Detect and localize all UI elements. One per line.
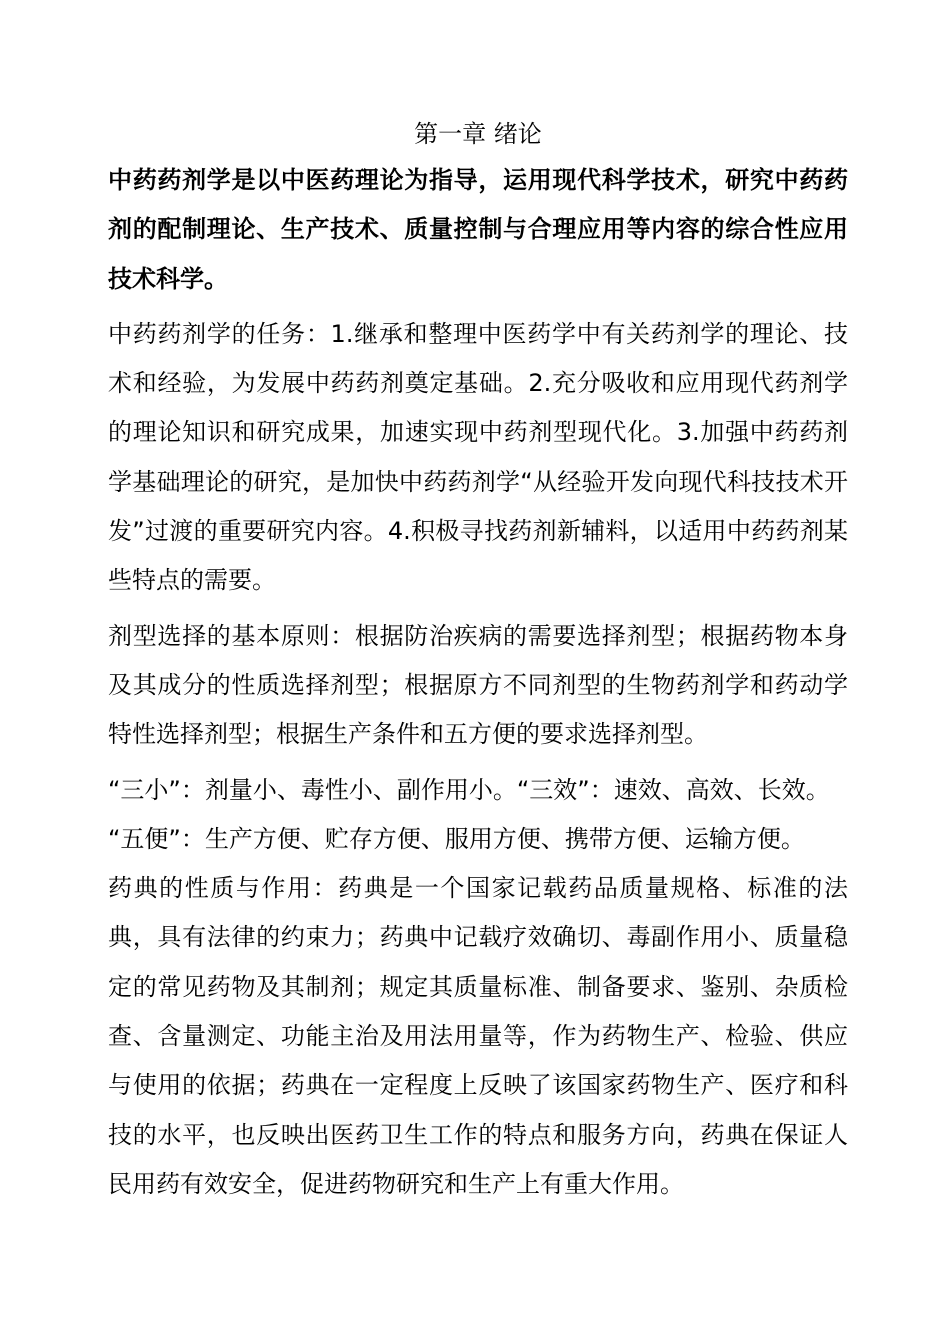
- five-convenience-line: “五便”：生产方便、贮存方便、服用方便、携带方便、运输方便。: [108, 824, 805, 853]
- three-small-three-effect-line: “三小”：剂量小、毒性小、副作用小。“三效”：速效、高效、长效。: [108, 775, 830, 804]
- dosage-form-principles-paragraph: 剂型选择的基本原则：根据防治疾病的需要选择剂型；根据药物本身及其成分的性质选择剂型；根据原方不同剂型的生物药剂学和药动学特性选择剂型；根据生产条件和五方便的要求选择剂型。: [108, 621, 848, 749]
- document-page: [108, 112, 848, 1209]
- chapter-title: 第一章 绪论: [414, 120, 542, 148]
- definition-paragraph: 中药药剂学是以中医药理论为指导，运用现代科学技术，研究中药药剂的配制理论、生产技术、质量控制与合理应用等内容的综合性应用技术科学。: [108, 166, 848, 293]
- tasks-paragraph: 中药药剂学的任务：1.继承和整理中医药学中有关药剂学的理论、技术和经验，为发展中药药剂奠定基础。2.充分吸收和应用现代药剂学的理论知识和研究成果，加速实现中药剂型现代化。3.加强中药药剂学基础理论的研究，是加快中药药剂学“从经验开发向现代科技技术开发”过渡的重要研究内容。4.积极寻找药剂新辅料，以适用中药药剂某些特点的需要。: [108, 319, 848, 595]
- pharmacopoeia-paragraph: 药典的性质与作用：药典是一个国家记载药品质量规格、标准的法典，具有法律的约束力；药典中记载疗效确切、毒副作用小、质量稳定的常见药物及其制剂；规定其质量标准、制备要求、鉴别、杂质检查、含量测定、功能主治及用法用量等，作为药物生产、检验、供应与使用的依据；药典在一定程度上反映了该国家药物生产、医疗和科技的水平，也反映出医药卫生工作的特点和服务方向，药典在保证人民用药有效安全，促进药物研究和生产上有重大作用。: [108, 874, 848, 1198]
